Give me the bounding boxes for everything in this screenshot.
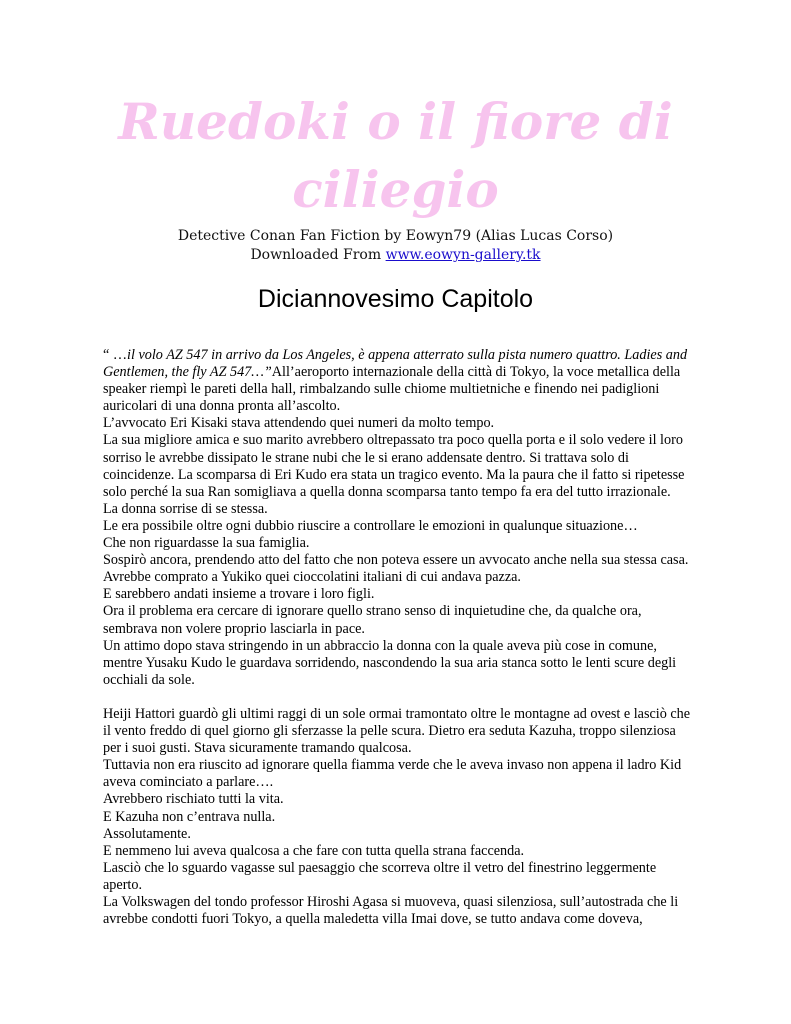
announcement-italic: il volo AZ 547 in arrivo da Los Angeles, è appena atterrato sulla pista numero quattro. Ladies and Gentlemen, the fly AZ 547…” — [103, 347, 688, 381]
paragraph: Che non riguardasse la sua famiglia. — [103, 535, 310, 552]
download-credit — [0, 246, 791, 265]
chapter-body — [103, 347, 693, 928]
paragraph: Le era possibile oltre ogni dubbio riuscire a controllare le emozioni in qualunque situazione… — [103, 517, 638, 534]
story-byline — [0, 227, 791, 265]
story-title-line-1: Ruedoki o il fiore di — [118, 92, 673, 151]
paragraph: La sua migliore amica e suo marito avrebbero oltrepassato tra poco quella porta e il solo vedere il loro sorriso le avrebbe dissipato le strane nubi che le si erano addensate dentro. Si trattava solo di coincidenze. La scomparsa di Eri Kudo era stata un tragico evento. Ma la paura che il fatto si ripetesse solo perché la sua Ran somigliava a quella donna scomparsa tanto tempo fa era del tutto irrazionale. — [103, 432, 685, 500]
paragraph: Sospirò ancora, prendendo atto del fatto che non poteva essere un avvocato anche nella sua stessa casa. — [103, 552, 689, 569]
chapter-heading: Diciannovesimo Capitolo — [257, 285, 534, 313]
paragraph: L’avvocato Eri Kisaki stava attendendo quei numeri da molto tempo. — [103, 415, 495, 432]
paragraph-gap — [103, 689, 693, 706]
download-prefix: Downloaded From — [250, 247, 386, 263]
paragraph: Tuttavia non era riuscito ad ignorare quella fiamma verde che le aveva invaso non appena il ladro Kid aveva cominciato a parlare…. — [103, 757, 682, 791]
paragraph: Lasciò che lo sguardo vagasse sul paesaggio che scorreva oltre il vetro del finestrino leggermente aperto. — [103, 859, 657, 893]
quote-open: “ … — [103, 347, 128, 363]
paragraph: Avrebbero rischiato tutti la vita. — [103, 791, 284, 808]
paragraph: E Kazuha non c’entrava nulla. — [103, 808, 276, 825]
paragraph: La donna sorrise di se stessa. — [103, 500, 268, 517]
paragraph — [103, 347, 693, 415]
paragraph: La Volkswagen del tondo professor Hiroshi Agasa si muoveva, quasi silenziosa, sull’autostrada che li avrebbe condotti fuori Tokyo, a quella maledetta villa Imai dove, se tutto andava come doveva, — [103, 894, 679, 928]
paragraph-text: All’aeroporto internazionale della città di Tokyo, la voce metallica della speaker riempì le pareti della hall, rimbalzando sulle chiome multietniche e finendo nei padiglioni auricolari di una donna pronta all’ascolto. — [103, 364, 681, 415]
author-credit: Detective Conan Fan Fiction by Eowyn79 (Alias Lucas Corso) — [177, 228, 614, 244]
paragraph: Ora il problema era cercare di ignorare quello strano senso di inquietudine che, da qualche ora, sembrava non volere proprio lasciarla in pace. — [103, 603, 642, 637]
paragraph: Assolutamente. — [103, 825, 191, 842]
paragraph: E sarebbero andati insieme a trovare i loro figli. — [103, 586, 375, 603]
paragraph: Heiji Hattori guardò gli ultimi raggi di un sole ormai tramontato oltre le montagne ad ovest e lasciò che il vento freddo di quel giorno gli sferzasse la pelle scura. Dietro era seduta Kazuha, troppo silenziosa per i suoi gusti. Stava sicuramente tramando qualcosa. — [103, 705, 691, 757]
story-title — [0, 88, 791, 224]
paragraph: Un attimo dopo stava stringendo in un abbraccio la donna con la quale aveva più cose in comune, mentre Yusaku Kudo le guardava sorridendo, nascondendo la sua aria stanca sotto le lenti scure degli occhiali da sole. — [103, 637, 677, 688]
gallery-link[interactable]: www.eowyn-gallery.tk — [385, 247, 541, 263]
paragraph: E nemmeno lui aveva qualcosa a che fare con tutta quella strana faccenda. — [103, 842, 525, 859]
story-title-line-2: ciliegio — [292, 160, 499, 219]
paragraph: Avrebbe comprato a Yukiko quei cioccolatini italiani di cui andava pazza. — [103, 569, 521, 586]
